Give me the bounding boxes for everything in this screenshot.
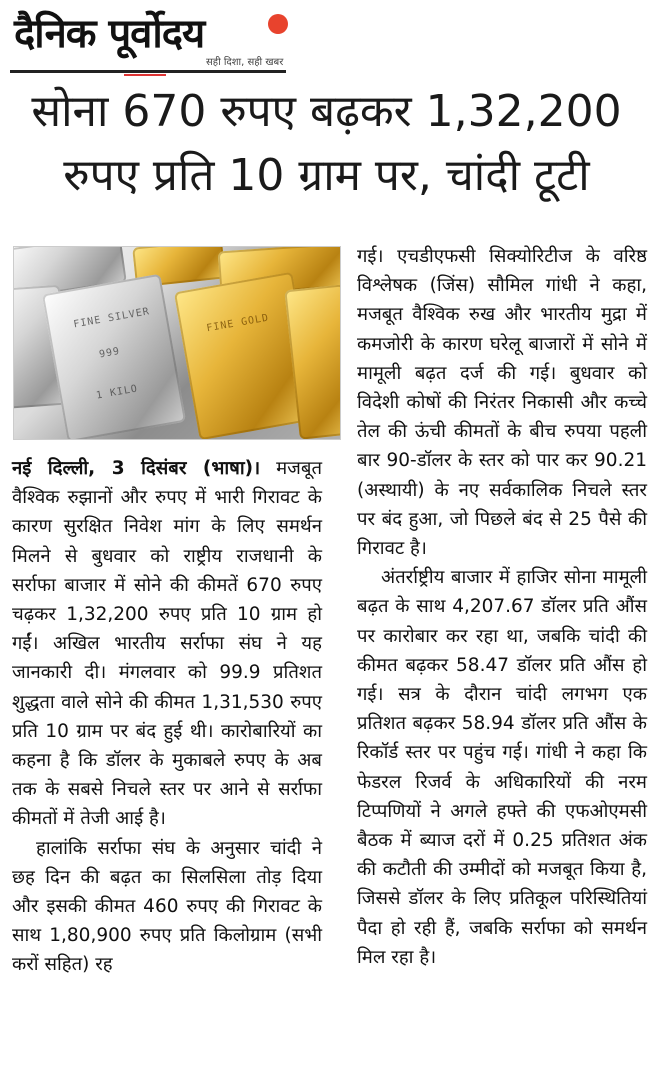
- article-text: मजबूत वैश्विक रुझानों और रुपए में भारी गिरावट के कारण सुरक्षित निवेश मांग के लिए समर्थन मिलने से बुधवार को राष्ट्रीय राजधानी के सर्राफा बाजार में सोने की कीमतें 670 रुपए चढ़कर 1,32,200 रुपए प्रति 10 ग्राम हो गईं। अखिल भारतीय सर्राफा संघ ने यह जानकारी दी। मंगलवार को 99.9 प्रतिशत शुद्धता वाले सोने की कीमत 1,31,530 रुपए प्रति 10 ग्राम पर बंद हुई थी। कारोबारियों का कहना है कि डॉलर के मुकाबले रुपए के अब तक के सबसे निचले स्तर पर आने से सर्राफा कीमतों में तेजी आई है।: [12, 458, 322, 830]
- silver-bar: FINE SILVER 999 1 KILO: [42, 274, 186, 440]
- gold-silver-bars-photo: [13, 246, 341, 440]
- masthead-red-rule: [124, 74, 166, 76]
- gold-bar: FINE GOLD: [174, 272, 318, 440]
- headline-line-1: सोना 670 रुपए बढ़कर 1,32,200: [31, 86, 622, 137]
- article-paragraph: हालांकि सर्राफा संघ के अनुसार चांदी ने छह दिन की बढ़त का सिलसिला तोड़ दिया और इसकी कीमत 460 रुपए की गिरावट के साथ 1,80,900 रुपए प्रति किलोग्राम (सभी करों सहित) रह: [12, 837, 322, 976]
- article-dateline: नई दिल्ली, 3 दिसंबर (भाषा)।: [12, 458, 261, 479]
- masthead: [10, 4, 290, 72]
- article-column-left: [12, 454, 322, 980]
- article-paragraph: अंतर्राष्ट्रीय बाजार में हाजिर सोना मामूली बढ़त के साथ 4,207.67 डॉलर प्रति औंस पर कारोबार कर रहा था, जबकि चांदी की कीमत बढ़कर 58.47 डॉलर प्रति औंस हो गई। सत्र के दौरान चांदी लगभग एक प्रतिशत बढ़कर 58.94 डॉलर प्रति औंस के रिकॉर्ड स्तर पर पहुंच गई। गांधी ने कहा कि फेडरल रिजर्व के अधिकारियों की नरम टिप्पणियों ने अगले हफ्ते की एफओएमसी बैठक में ब्याज दरों में 0.25 प्रतिशत अंक की कटौती की उम्मीदों को मजबूत किया है, जिससे डॉलर के लिए प्रतिकूल परिस्थितियां पैदा हो रही हैं, जबकि सर्राफा को समर्थन मिल रहा है।: [357, 567, 647, 968]
- newspaper-logo: दैनिक पूर्वोदय: [14, 11, 205, 57]
- article-paragraph: गई। एचडीएफसी सिक्योरिटीज के वरिष्ठ विश्लेषक (जिंस) सौमिल गांधी ने कहा, मजबूत वैश्विक रुख और भारतीय मुद्रा में कमजोरी के कारण घरेलू बाजारों में सोने में मामूली बढ़त दर्ज की गई। बुधवार को विदेशी कोषों की निरंतर निकासी और कच्चे तेल की ऊंची कीमतों के बीच रुपया पहली बार 90-डॉलर के स्तर को पार कर 90.21 (अस्थायी) के नए सर्वकालिक निचले स्तर पर बंद हुआ, जो पिछले बंद से 25 पैसे की गिरावट है।: [357, 246, 647, 560]
- masthead-tagline: सही दिशा, सही खबर: [206, 57, 284, 68]
- article-headline: [0, 80, 653, 208]
- logo-dot-icon: [268, 14, 288, 34]
- article-paragraph: [12, 454, 322, 834]
- masthead-rule: [10, 70, 286, 73]
- headline-line-2: रुपए प्रति 10 ग्राम पर, चांदी टूटी: [63, 150, 590, 201]
- article-column-right: [357, 242, 647, 972]
